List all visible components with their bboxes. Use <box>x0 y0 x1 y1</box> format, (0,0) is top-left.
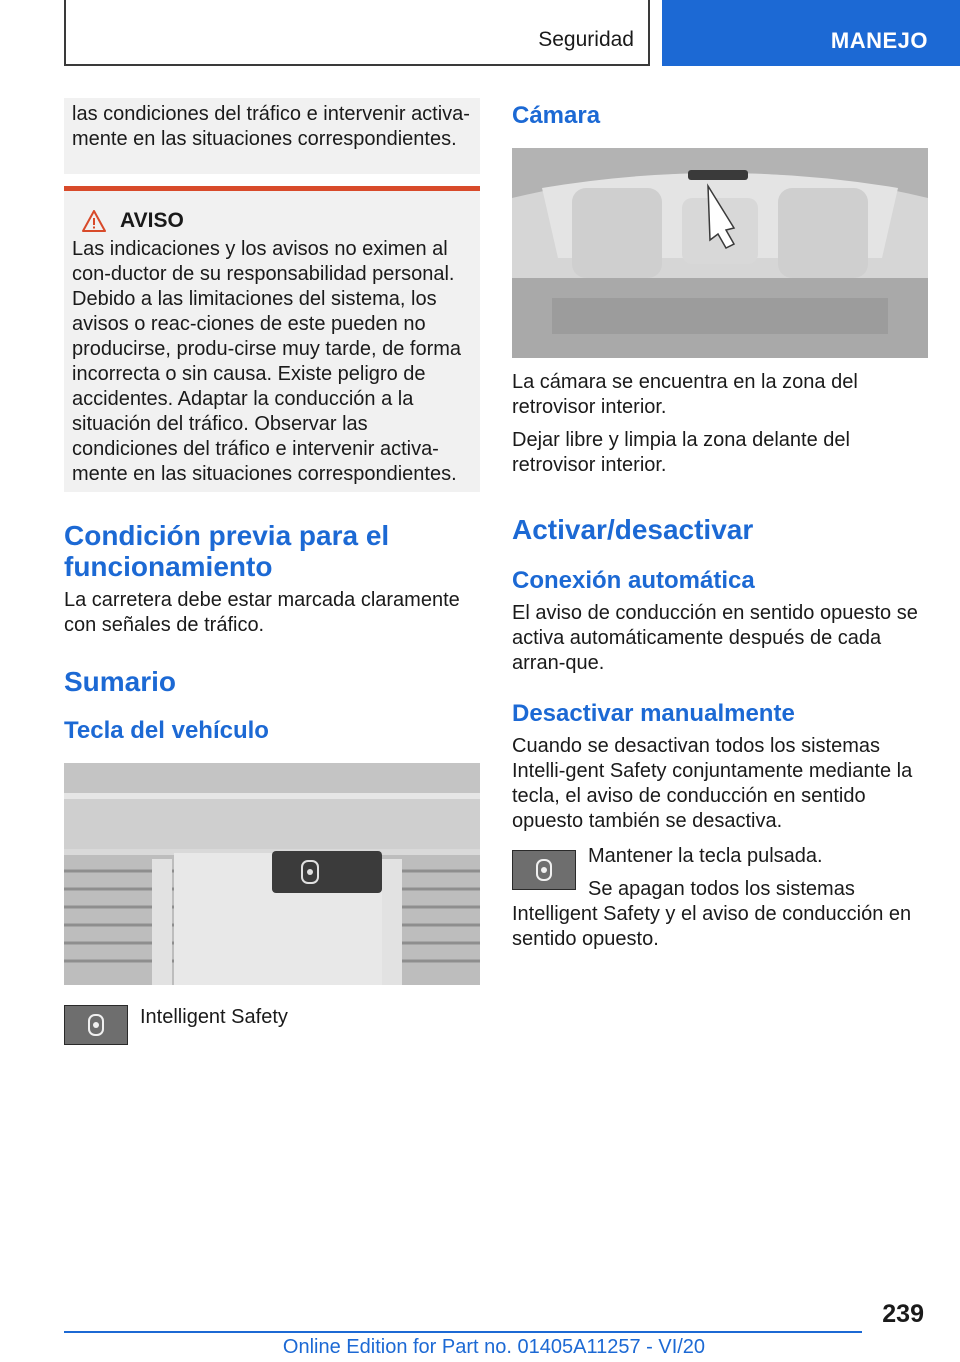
manual-step-1: Mantener la tecla pulsada. <box>588 845 823 867</box>
warning-header <box>82 209 472 233</box>
footer-divider <box>64 1331 862 1333</box>
header-section-box <box>64 0 650 66</box>
header-section-title: Seguridad <box>538 28 634 51</box>
warning-title: AVISO <box>120 209 184 232</box>
precondition-section <box>64 520 480 638</box>
left-column <box>64 98 480 1045</box>
header-chapter-tab <box>662 0 960 66</box>
warning-text: Las indicaciones y los avisos no eximen al con-ductor de su responsabilidad personal. Debido a las limitaciones del sistema, los avisos o reac-ciones de este pueden no producirse, produ-cirse muy tarde, de forma incorrecta o sin causa. Existe peligro de accidentes. Adaptar la conducción a la situación del tráfico. Observar las condiciones del tráfico e intervenir activa-mente en las situaciones correspondientes. <box>72 238 462 485</box>
intelligent-safety-key-icon-2 <box>512 850 576 890</box>
auto-text: El aviso de conducción en sentido opuesto se activa automáticamente después de cada arran-que. <box>512 602 918 674</box>
precondition-text: La carretera debe estar marcada claramente con señales de tráfico. <box>64 589 460 636</box>
vehicle-key-heading: Tecla del vehículo <box>64 717 269 744</box>
continued-box <box>64 98 480 174</box>
intelligent-safety-label: Intelligent Safety <box>140 1006 288 1028</box>
activate-heading: Activar/desactivar <box>512 514 754 545</box>
footer-edition: Online Edition for Part no. 01405A11257 - VI/20 <box>282 1336 706 1358</box>
continued-text: las condiciones del tráfico e intervenir activa-mente en las situaciones correspondientes. <box>72 103 470 150</box>
vehicle-key-photo <box>64 763 480 985</box>
dashboard-vents-illustration <box>64 763 480 985</box>
manual-text: Cuando se desactivan todos los sistemas Intelli-gent Safety conjuntamente mediante la tecla, el aviso de conducción en sentido opuesto también se desactiva. <box>512 735 913 832</box>
precondition-heading: Condición previa para el funcionamiento <box>64 520 390 582</box>
car-interior-illustration <box>512 148 928 358</box>
manual-heading: Desactivar manualmente <box>512 700 795 727</box>
camera-heading: Cámara <box>512 102 601 129</box>
warning-triangle-icon <box>82 210 106 232</box>
intelligent-safety-key-icon <box>64 1005 128 1045</box>
camera-photo <box>512 148 928 358</box>
warning-box <box>64 186 480 492</box>
page-number: 239 <box>882 1300 924 1328</box>
auto-heading: Conexión automática <box>512 567 755 594</box>
header-chapter-title: MANEJO <box>830 28 928 53</box>
right-column <box>512 98 928 952</box>
intelligent-safety-key-row <box>64 1005 480 1045</box>
manual-step-2: Se apagan todos los sistemas Intelligent Safety y el aviso de conducción en sentido opuesto. <box>512 878 912 950</box>
summary-heading: Sumario <box>64 666 177 697</box>
camera-text-1: La cámara se encuentra en la zona del retrovisor interior. <box>512 371 858 418</box>
manual-steps <box>512 844 928 952</box>
camera-text-2: Dejar libre y limpia la zona delante del retrovisor interior. <box>512 429 850 476</box>
